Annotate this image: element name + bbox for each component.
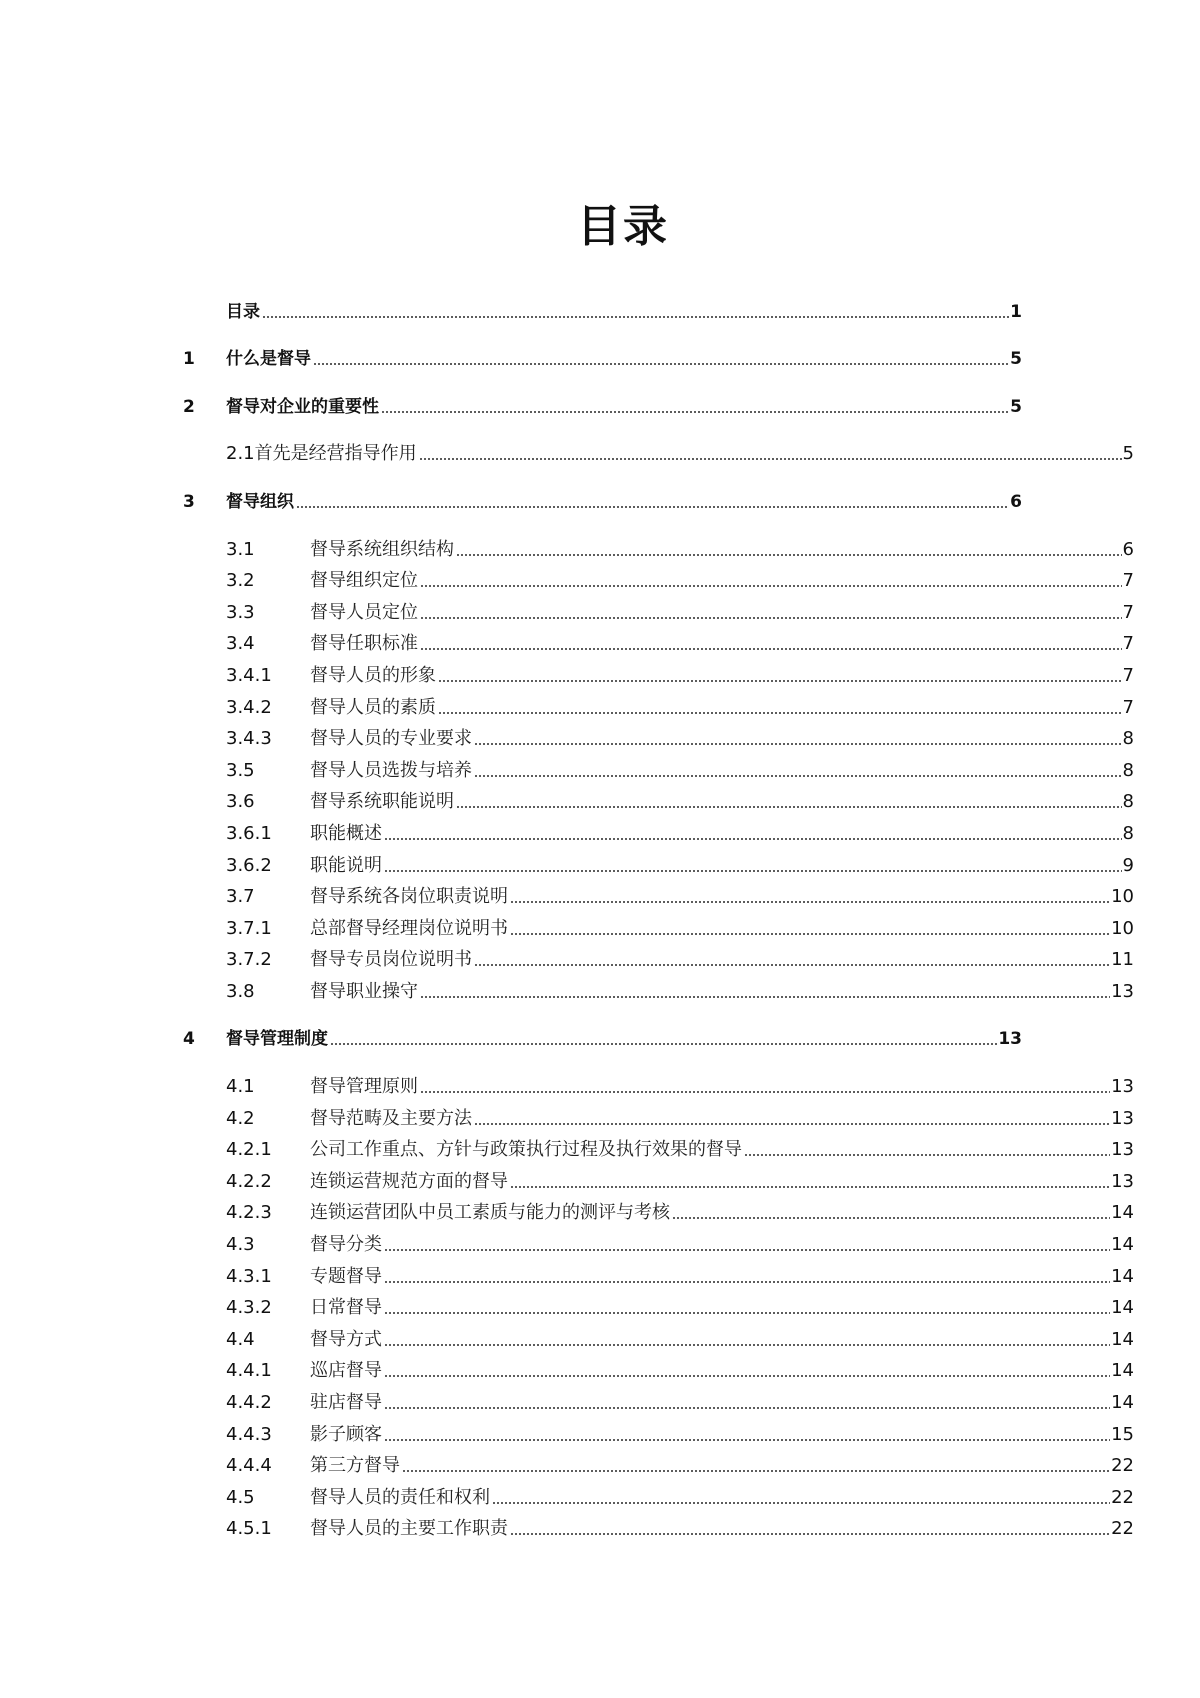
toc-entry-page: 1	[1010, 301, 1022, 322]
toc-entry-number: 3	[183, 491, 195, 512]
dot-leader	[330, 1042, 997, 1046]
toc-entry-title: 督导系统各岗位职责说明	[310, 886, 508, 908]
dot-leader	[510, 1185, 1110, 1189]
toc-entry[interactable]	[183, 1481, 1134, 1513]
toc-entry[interactable]	[183, 1228, 1134, 1260]
toc-entry-title: 督导人员选拨与培养	[310, 759, 472, 781]
dot-leader	[510, 1532, 1110, 1536]
toc-entry-page: 7	[1122, 664, 1134, 686]
toc-entry-page: 7	[1122, 696, 1134, 718]
toc-entry-number: 1	[183, 349, 195, 370]
dot-leader	[474, 1122, 1110, 1126]
toc-entry[interactable]	[183, 1355, 1134, 1387]
dot-leader	[384, 869, 1122, 873]
toc-entry[interactable]	[183, 691, 1134, 723]
dot-leader	[384, 1406, 1110, 1410]
toc-entry[interactable]	[183, 1418, 1134, 1450]
toc-entry-title: 职能说明	[310, 854, 382, 876]
toc-entry-page: 8	[1122, 791, 1134, 813]
toc-entry[interactable]	[183, 1023, 1022, 1055]
toc-entry-title: 总部督导经理岗位说明书	[310, 917, 508, 939]
dot-leader	[474, 742, 1122, 746]
toc-entry[interactable]	[183, 849, 1134, 881]
dot-leader	[672, 1216, 1110, 1220]
toc-entry-number: 4.4.2	[226, 1392, 272, 1413]
toc-entry-number: 4.4.3	[226, 1423, 272, 1445]
toc-entry-number: 4.2.1	[226, 1139, 272, 1161]
toc-entry-title: 专题督导	[310, 1265, 382, 1287]
toc-entry-title: 督导管理原则	[310, 1076, 418, 1098]
toc-entry-page: 22	[1111, 1455, 1134, 1477]
dot-leader	[402, 1469, 1110, 1473]
toc-entry[interactable]	[183, 786, 1134, 818]
toc-entry-number: 3.4.1	[226, 664, 272, 686]
toc-entry-page: 13	[1111, 1170, 1134, 1192]
toc-entry-page: 5	[1122, 443, 1134, 465]
toc-entry-title: 督导人员的素质	[310, 696, 436, 718]
toc-entry-number: 4.5	[226, 1486, 255, 1508]
toc-entry-title: 职能概述	[310, 822, 382, 844]
toc-entry-number: 3.6	[226, 791, 255, 813]
toc-entry-number: 3.4.2	[226, 696, 272, 718]
toc-entry[interactable]	[183, 975, 1134, 1007]
toc-entry-title: 目录	[226, 301, 260, 322]
toc-entry-page: 14	[1111, 1234, 1134, 1256]
toc-entry-number: 3.2	[226, 570, 255, 592]
dot-leader	[384, 1343, 1110, 1347]
toc-entry-title: 日常督导	[310, 1297, 382, 1319]
toc-entry-page: 5	[1010, 349, 1022, 370]
toc-entry-page: 14	[1111, 1360, 1134, 1382]
toc-entry-title: 什么是督导	[226, 349, 311, 370]
toc-entry[interactable]	[183, 881, 1134, 913]
toc-entry-number: 3.6.2	[226, 854, 272, 876]
toc-entry-title: 影子顾客	[310, 1423, 382, 1445]
toc-entry[interactable]	[183, 1260, 1134, 1292]
toc-entry[interactable]	[183, 390, 1022, 422]
toc-entry-title: 督导组织定位	[310, 570, 418, 592]
toc-entry-page: 8	[1122, 759, 1134, 781]
dot-leader	[474, 963, 1110, 967]
toc-entry-page: 5	[1010, 396, 1022, 417]
toc-entry[interactable]	[183, 1292, 1134, 1324]
toc-entry-title: 督导人员的专业要求	[310, 728, 472, 750]
dot-leader	[438, 711, 1122, 715]
dot-leader	[419, 457, 1122, 461]
toc-entry-number: 3.4.3	[226, 728, 272, 750]
toc-entry-title: 督导人员的责任和权利	[310, 1486, 490, 1508]
toc-entry-title: 首先是经营指导作用	[254, 443, 417, 465]
dot-leader	[438, 679, 1122, 683]
toc-entry-page: 13	[1111, 1139, 1134, 1161]
toc-entry[interactable]	[183, 817, 1134, 849]
toc-entry-number: 4.1	[226, 1076, 255, 1098]
toc-entry-title: 公司工作重点、方针与政策执行过程及执行效果的督导	[310, 1139, 742, 1161]
toc-entry-page: 13	[1111, 1107, 1134, 1129]
toc-entry-page: 7	[1122, 601, 1134, 623]
dot-leader	[420, 584, 1122, 588]
toc-entry-page: 13	[1111, 1076, 1134, 1098]
toc-entry-number: 3.5	[226, 759, 255, 781]
toc-entry-number: 4.3.2	[226, 1297, 272, 1319]
toc-entry[interactable]	[183, 1070, 1134, 1102]
toc-entry-number: 3.3	[226, 601, 255, 623]
toc-entry-page: 14	[1111, 1392, 1134, 1413]
toc-entry-page: 8	[1122, 822, 1134, 844]
toc-entry[interactable]	[183, 533, 1134, 565]
dot-leader	[313, 362, 1009, 366]
toc-entry[interactable]	[183, 596, 1134, 628]
toc-entry-page: 14	[1111, 1297, 1134, 1319]
dot-leader	[510, 900, 1110, 904]
toc-entry[interactable]	[183, 1134, 1134, 1166]
toc-entry-number: 4.4	[226, 1328, 255, 1350]
toc-entry-title: 督导组织	[226, 491, 294, 512]
toc-entry-title: 连锁运营规范方面的督导	[310, 1170, 508, 1192]
table-of-contents	[183, 279, 1134, 1544]
toc-entry-number: 4.3	[226, 1234, 255, 1256]
toc-entry-page: 7	[1122, 633, 1134, 655]
toc-entry-number: 3.4	[226, 633, 255, 655]
toc-entry-number: 3.7.1	[226, 917, 272, 939]
toc-entry-title: 第三方督导	[310, 1455, 400, 1477]
toc-entry-page: 15	[1111, 1423, 1134, 1445]
dot-leader	[384, 1311, 1110, 1315]
toc-entry-page: 10	[1111, 917, 1134, 939]
toc-entry-number: 4.5.1	[226, 1518, 272, 1540]
toc-entry-page: 22	[1111, 1518, 1134, 1540]
page-title: 目录	[577, 201, 669, 252]
toc-entry-number: 3.7	[226, 886, 255, 908]
toc-entry-number: 3.6.1	[226, 822, 272, 844]
dot-leader	[420, 1090, 1110, 1094]
dot-leader	[456, 805, 1122, 809]
dot-leader	[510, 932, 1110, 936]
toc-entry[interactable]	[183, 438, 1134, 470]
toc-entry-number: 2	[183, 396, 195, 417]
toc-entry-number: 4.2.3	[226, 1202, 272, 1224]
dot-leader	[420, 647, 1122, 651]
toc-entry-page: 14	[1111, 1202, 1134, 1224]
toc-entry-title: 督导职业操守	[310, 980, 418, 1002]
dot-leader	[296, 505, 1009, 509]
toc-entry-title: 督导对企业的重要性	[226, 396, 379, 417]
toc-entry-title: 连锁运营团队中员工素质与能力的测评与考核	[310, 1202, 670, 1224]
toc-entry-number: 4.3.1	[226, 1265, 272, 1287]
toc-entry[interactable]	[183, 1165, 1134, 1197]
toc-entry-title: 督导人员定位	[310, 601, 418, 623]
dot-leader	[384, 1374, 1110, 1378]
toc-entry-title: 督导人员的主要工作职责	[310, 1518, 508, 1540]
dot-leader	[420, 616, 1122, 620]
toc-entry-number: 4.2	[226, 1107, 255, 1129]
toc-entry-page: 7	[1122, 570, 1134, 592]
dot-leader	[262, 315, 1009, 319]
toc-entry[interactable]	[183, 944, 1134, 976]
dot-leader	[381, 410, 1009, 414]
dot-leader	[384, 1248, 1110, 1252]
toc-entry[interactable]	[183, 912, 1134, 944]
toc-entry[interactable]	[183, 754, 1134, 786]
toc-entry-title: 督导专员岗位说明书	[310, 949, 472, 971]
toc-entry-page: 11	[1111, 949, 1134, 971]
toc-entry-page: 22	[1111, 1486, 1134, 1508]
toc-entry-title: 督导系统组织结构	[310, 538, 454, 560]
toc-entry[interactable]	[183, 1450, 1134, 1482]
toc-entry[interactable]	[183, 565, 1134, 597]
toc-entry-title: 督导分类	[310, 1234, 382, 1256]
toc-entry[interactable]	[183, 723, 1134, 755]
toc-entry-number: 4	[183, 1029, 195, 1050]
dot-leader	[492, 1501, 1110, 1505]
toc-entry-number: 4.4.4	[226, 1455, 272, 1477]
toc-entry[interactable]	[183, 485, 1022, 517]
toc-entry-number: 4.4.1	[226, 1360, 272, 1382]
toc-entry-title: 督导管理制度	[226, 1029, 328, 1050]
toc-entry-page: 8	[1122, 728, 1134, 750]
toc-entry-title: 督导方式	[310, 1328, 382, 1350]
dot-leader	[420, 995, 1110, 999]
toc-entry-title: 督导人员的形象	[310, 664, 436, 686]
toc-entry[interactable]	[183, 1323, 1134, 1355]
toc-entry-title: 巡店督导	[310, 1360, 382, 1382]
dot-leader	[384, 1438, 1110, 1442]
toc-entry[interactable]	[183, 628, 1134, 660]
dot-leader	[744, 1153, 1110, 1157]
toc-entry-number: 4.2.2	[226, 1170, 272, 1192]
toc-entry[interactable]	[183, 295, 1022, 327]
toc-entry[interactable]	[183, 1386, 1134, 1418]
dot-leader	[384, 837, 1122, 841]
toc-entry-page: 14	[1111, 1328, 1134, 1350]
toc-entry[interactable]	[183, 1102, 1134, 1134]
toc-entry-page: 14	[1111, 1265, 1134, 1287]
dot-leader	[384, 1280, 1110, 1284]
toc-entry-title: 督导任职标准	[310, 633, 418, 655]
toc-entry-page: 6	[1122, 538, 1134, 560]
toc-entry-title: 督导范畴及主要方法	[310, 1107, 472, 1129]
toc-entry-page: 6	[1010, 491, 1022, 512]
toc-entry[interactable]	[183, 659, 1134, 691]
toc-entry-number: 2.1	[226, 443, 255, 465]
toc-entry[interactable]	[183, 1197, 1134, 1229]
toc-entry-page: 10	[1111, 886, 1134, 908]
dot-leader	[474, 774, 1122, 778]
toc-entry-title: 督导系统职能说明	[310, 791, 454, 813]
dot-leader	[456, 553, 1122, 557]
toc-entry-title: 驻店督导	[310, 1392, 382, 1413]
toc-entry[interactable]	[183, 1513, 1134, 1545]
toc-entry-page: 9	[1122, 854, 1134, 876]
toc-entry-number: 3.8	[226, 980, 255, 1002]
toc-entry-page: 13	[998, 1029, 1022, 1050]
toc-entry[interactable]	[183, 343, 1022, 375]
toc-entry-number: 3.7.2	[226, 949, 272, 971]
toc-entry-number: 3.1	[226, 538, 255, 560]
toc-entry-page: 13	[1111, 980, 1134, 1002]
